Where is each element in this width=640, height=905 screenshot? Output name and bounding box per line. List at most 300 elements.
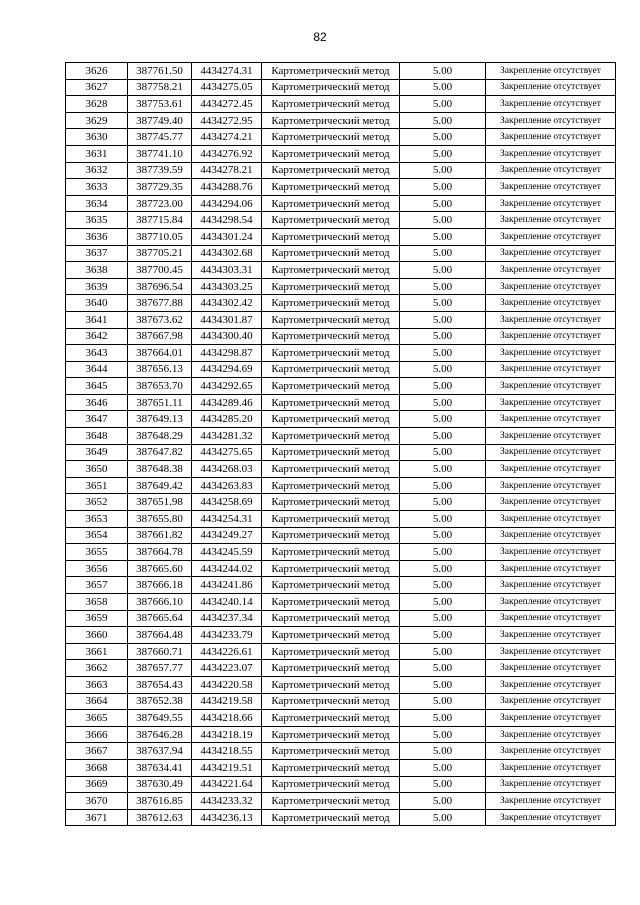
precision-cell: 5.00 xyxy=(400,577,486,594)
table-row xyxy=(66,560,616,577)
point-number-cell: 3639 xyxy=(66,278,128,295)
y-coordinate-cell: 4434298.54 xyxy=(192,212,262,229)
table-row xyxy=(66,79,616,96)
y-coordinate-cell: 4434219.58 xyxy=(192,693,262,710)
y-coordinate-cell: 4434220.58 xyxy=(192,676,262,693)
precision-cell: 5.00 xyxy=(400,759,486,776)
table-row xyxy=(66,743,616,760)
point-number-cell: 3633 xyxy=(66,179,128,196)
table-row xyxy=(66,262,616,279)
x-coordinate-cell: 387630.49 xyxy=(128,776,192,793)
method-cell: Картометрический метод xyxy=(262,245,400,262)
method-cell: Картометрический метод xyxy=(262,262,400,279)
coordinates-table xyxy=(65,62,616,826)
table-row xyxy=(66,494,616,511)
precision-cell: 5.00 xyxy=(400,627,486,644)
method-cell: Картометрический метод xyxy=(262,195,400,212)
y-coordinate-cell: 4434301.87 xyxy=(192,311,262,328)
method-cell: Картометрический метод xyxy=(262,560,400,577)
precision-cell: 5.00 xyxy=(400,693,486,710)
x-coordinate-cell: 387729.35 xyxy=(128,179,192,196)
method-cell: Картометрический метод xyxy=(262,726,400,743)
method-cell: Картометрический метод xyxy=(262,145,400,162)
precision-cell: 5.00 xyxy=(400,112,486,129)
table-body xyxy=(66,63,616,826)
fixation-cell: Закрепление отсутствует xyxy=(486,311,616,328)
point-number-cell: 3663 xyxy=(66,676,128,693)
method-cell: Картометрический метод xyxy=(262,594,400,611)
x-coordinate-cell: 387700.45 xyxy=(128,262,192,279)
table-row xyxy=(66,394,616,411)
table-row xyxy=(66,643,616,660)
method-cell: Картометрический метод xyxy=(262,643,400,660)
fixation-cell: Закрепление отсутствует xyxy=(486,129,616,146)
x-coordinate-cell: 387673.62 xyxy=(128,311,192,328)
table-row xyxy=(66,278,616,295)
precision-cell: 5.00 xyxy=(400,527,486,544)
fixation-cell: Закрепление отсутствует xyxy=(486,560,616,577)
fixation-cell: Закрепление отсутствует xyxy=(486,212,616,229)
fixation-cell: Закрепление отсутствует xyxy=(486,809,616,826)
precision-cell: 5.00 xyxy=(400,461,486,478)
table-row xyxy=(66,511,616,528)
precision-cell: 5.00 xyxy=(400,428,486,445)
table-row xyxy=(66,577,616,594)
table-row xyxy=(66,162,616,179)
table-row xyxy=(66,627,616,644)
x-coordinate-cell: 387656.13 xyxy=(128,361,192,378)
table-row xyxy=(66,776,616,793)
x-coordinate-cell: 387666.10 xyxy=(128,594,192,611)
point-number-cell: 3656 xyxy=(66,560,128,577)
precision-cell: 5.00 xyxy=(400,179,486,196)
point-number-cell: 3626 xyxy=(66,63,128,80)
fixation-cell: Закрепление отсутствует xyxy=(486,378,616,395)
point-number-cell: 3649 xyxy=(66,444,128,461)
table-row xyxy=(66,444,616,461)
table-row xyxy=(66,295,616,312)
precision-cell: 5.00 xyxy=(400,378,486,395)
table-row xyxy=(66,311,616,328)
x-coordinate-cell: 387666.18 xyxy=(128,577,192,594)
fixation-cell: Закрепление отсутствует xyxy=(486,577,616,594)
table-row xyxy=(66,345,616,362)
method-cell: Картометрический метод xyxy=(262,461,400,478)
point-number-cell: 3637 xyxy=(66,245,128,262)
x-coordinate-cell: 387653.70 xyxy=(128,378,192,395)
table-row xyxy=(66,212,616,229)
method-cell: Картометрический метод xyxy=(262,311,400,328)
fixation-cell: Закрепление отсутствует xyxy=(486,594,616,611)
precision-cell: 5.00 xyxy=(400,162,486,179)
fixation-cell: Закрепление отсутствует xyxy=(486,162,616,179)
method-cell: Картометрический метод xyxy=(262,627,400,644)
fixation-cell: Закрепление отсутствует xyxy=(486,195,616,212)
x-coordinate-cell: 387648.38 xyxy=(128,461,192,478)
x-coordinate-cell: 387753.61 xyxy=(128,96,192,113)
point-number-cell: 3651 xyxy=(66,477,128,494)
fixation-cell: Закрепление отсутствует xyxy=(486,793,616,810)
point-number-cell: 3640 xyxy=(66,295,128,312)
table-row xyxy=(66,594,616,611)
precision-cell: 5.00 xyxy=(400,328,486,345)
y-coordinate-cell: 4434301.24 xyxy=(192,228,262,245)
table-row xyxy=(66,63,616,80)
x-coordinate-cell: 387634.41 xyxy=(128,759,192,776)
table-row xyxy=(66,461,616,478)
x-coordinate-cell: 387705.21 xyxy=(128,245,192,262)
fixation-cell: Закрепление отсутствует xyxy=(486,444,616,461)
point-number-cell: 3636 xyxy=(66,228,128,245)
table-row xyxy=(66,676,616,693)
method-cell: Картометрический метод xyxy=(262,162,400,179)
method-cell: Картометрический метод xyxy=(262,428,400,445)
table-row xyxy=(66,693,616,710)
y-coordinate-cell: 4434302.68 xyxy=(192,245,262,262)
y-coordinate-cell: 4434233.32 xyxy=(192,793,262,810)
fixation-cell: Закрепление отсутствует xyxy=(486,361,616,378)
point-number-cell: 3659 xyxy=(66,610,128,627)
x-coordinate-cell: 387649.55 xyxy=(128,710,192,727)
table-row xyxy=(66,129,616,146)
x-coordinate-cell: 387665.60 xyxy=(128,560,192,577)
fixation-cell: Закрепление отсутствует xyxy=(486,710,616,727)
y-coordinate-cell: 4434294.06 xyxy=(192,195,262,212)
fixation-cell: Закрепление отсутствует xyxy=(486,461,616,478)
point-number-cell: 3645 xyxy=(66,378,128,395)
precision-cell: 5.00 xyxy=(400,743,486,760)
x-coordinate-cell: 387696.54 xyxy=(128,278,192,295)
method-cell: Картометрический метод xyxy=(262,278,400,295)
method-cell: Картометрический метод xyxy=(262,361,400,378)
table-row xyxy=(66,726,616,743)
fixation-cell: Закрепление отсутствует xyxy=(486,527,616,544)
table-row xyxy=(66,411,616,428)
x-coordinate-cell: 387665.64 xyxy=(128,610,192,627)
method-cell: Картометрический метод xyxy=(262,79,400,96)
y-coordinate-cell: 4434244.02 xyxy=(192,560,262,577)
fixation-cell: Закрепление отсутствует xyxy=(486,627,616,644)
method-cell: Картометрический метод xyxy=(262,676,400,693)
y-coordinate-cell: 4434272.45 xyxy=(192,96,262,113)
x-coordinate-cell: 387637.94 xyxy=(128,743,192,760)
method-cell: Картометрический метод xyxy=(262,394,400,411)
y-coordinate-cell: 4434258.69 xyxy=(192,494,262,511)
precision-cell: 5.00 xyxy=(400,63,486,80)
precision-cell: 5.00 xyxy=(400,311,486,328)
fixation-cell: Закрепление отсутствует xyxy=(486,295,616,312)
fixation-cell: Закрепление отсутствует xyxy=(486,643,616,660)
point-number-cell: 3642 xyxy=(66,328,128,345)
method-cell: Картометрический метод xyxy=(262,527,400,544)
fixation-cell: Закрепление отсутствует xyxy=(486,660,616,677)
point-number-cell: 3628 xyxy=(66,96,128,113)
point-number-cell: 3652 xyxy=(66,494,128,511)
x-coordinate-cell: 387647.82 xyxy=(128,444,192,461)
page-number: 82 xyxy=(313,30,327,44)
table-row xyxy=(66,361,616,378)
fixation-cell: Закрепление отсутствует xyxy=(486,96,616,113)
x-coordinate-cell: 387761.50 xyxy=(128,63,192,80)
method-cell: Картометрический метод xyxy=(262,112,400,129)
precision-cell: 5.00 xyxy=(400,444,486,461)
fixation-cell: Закрепление отсутствует xyxy=(486,693,616,710)
fixation-cell: Закрепление отсутствует xyxy=(486,63,616,80)
table-row xyxy=(66,195,616,212)
x-coordinate-cell: 387612.63 xyxy=(128,809,192,826)
point-number-cell: 3631 xyxy=(66,145,128,162)
point-number-cell: 3653 xyxy=(66,511,128,528)
y-coordinate-cell: 4434241.86 xyxy=(192,577,262,594)
precision-cell: 5.00 xyxy=(400,710,486,727)
point-number-cell: 3662 xyxy=(66,660,128,677)
fixation-cell: Закрепление отсутствует xyxy=(486,411,616,428)
precision-cell: 5.00 xyxy=(400,560,486,577)
precision-cell: 5.00 xyxy=(400,544,486,561)
y-coordinate-cell: 4434298.87 xyxy=(192,345,262,362)
y-coordinate-cell: 4434302.42 xyxy=(192,295,262,312)
point-number-cell: 3657 xyxy=(66,577,128,594)
table-row xyxy=(66,328,616,345)
x-coordinate-cell: 387667.98 xyxy=(128,328,192,345)
precision-cell: 5.00 xyxy=(400,145,486,162)
fixation-cell: Закрепление отсутствует xyxy=(486,278,616,295)
x-coordinate-cell: 387660.71 xyxy=(128,643,192,660)
y-coordinate-cell: 4434278.21 xyxy=(192,162,262,179)
table-row xyxy=(66,477,616,494)
table-row xyxy=(66,145,616,162)
x-coordinate-cell: 387739.59 xyxy=(128,162,192,179)
y-coordinate-cell: 4434275.65 xyxy=(192,444,262,461)
point-number-cell: 3643 xyxy=(66,345,128,362)
method-cell: Картометрический метод xyxy=(262,494,400,511)
method-cell: Картометрический метод xyxy=(262,743,400,760)
fixation-cell: Закрепление отсутствует xyxy=(486,477,616,494)
point-number-cell: 3654 xyxy=(66,527,128,544)
y-coordinate-cell: 4434303.25 xyxy=(192,278,262,295)
fixation-cell: Закрепление отсутствует xyxy=(486,328,616,345)
y-coordinate-cell: 4434236.13 xyxy=(192,809,262,826)
point-number-cell: 3658 xyxy=(66,594,128,611)
point-number-cell: 3630 xyxy=(66,129,128,146)
x-coordinate-cell: 387661.82 xyxy=(128,527,192,544)
table-row xyxy=(66,660,616,677)
x-coordinate-cell: 387741.10 xyxy=(128,145,192,162)
table-row xyxy=(66,96,616,113)
y-coordinate-cell: 4434263.83 xyxy=(192,477,262,494)
precision-cell: 5.00 xyxy=(400,212,486,229)
precision-cell: 5.00 xyxy=(400,295,486,312)
precision-cell: 5.00 xyxy=(400,411,486,428)
x-coordinate-cell: 387649.42 xyxy=(128,477,192,494)
point-number-cell: 3634 xyxy=(66,195,128,212)
precision-cell: 5.00 xyxy=(400,511,486,528)
x-coordinate-cell: 387715.84 xyxy=(128,212,192,229)
point-number-cell: 3669 xyxy=(66,776,128,793)
point-number-cell: 3655 xyxy=(66,544,128,561)
fixation-cell: Закрепление отсутствует xyxy=(486,544,616,561)
y-coordinate-cell: 4434223.07 xyxy=(192,660,262,677)
y-coordinate-cell: 4434218.55 xyxy=(192,743,262,760)
precision-cell: 5.00 xyxy=(400,96,486,113)
table-row xyxy=(66,793,616,810)
precision-cell: 5.00 xyxy=(400,129,486,146)
precision-cell: 5.00 xyxy=(400,776,486,793)
method-cell: Картометрический метод xyxy=(262,710,400,727)
y-coordinate-cell: 4434274.21 xyxy=(192,129,262,146)
x-coordinate-cell: 387677.88 xyxy=(128,295,192,312)
x-coordinate-cell: 387745.77 xyxy=(128,129,192,146)
fixation-cell: Закрепление отсутствует xyxy=(486,112,616,129)
y-coordinate-cell: 4434303.31 xyxy=(192,262,262,279)
table-row xyxy=(66,179,616,196)
table-row xyxy=(66,610,616,627)
x-coordinate-cell: 387651.11 xyxy=(128,394,192,411)
x-coordinate-cell: 387646.28 xyxy=(128,726,192,743)
point-number-cell: 3650 xyxy=(66,461,128,478)
method-cell: Картометрический метод xyxy=(262,444,400,461)
method-cell: Картометрический метод xyxy=(262,295,400,312)
fixation-cell: Закрепление отсутствует xyxy=(486,759,616,776)
precision-cell: 5.00 xyxy=(400,660,486,677)
y-coordinate-cell: 4434289.46 xyxy=(192,394,262,411)
point-number-cell: 3648 xyxy=(66,428,128,445)
fixation-cell: Закрепление отсутствует xyxy=(486,394,616,411)
precision-cell: 5.00 xyxy=(400,262,486,279)
method-cell: Картометрический метод xyxy=(262,345,400,362)
fixation-cell: Закрепление отсутствует xyxy=(486,610,616,627)
table-row xyxy=(66,809,616,826)
table-row xyxy=(66,112,616,129)
fixation-cell: Закрепление отсутствует xyxy=(486,79,616,96)
point-number-cell: 3668 xyxy=(66,759,128,776)
point-number-cell: 3646 xyxy=(66,394,128,411)
y-coordinate-cell: 4434226.61 xyxy=(192,643,262,660)
point-number-cell: 3665 xyxy=(66,710,128,727)
precision-cell: 5.00 xyxy=(400,394,486,411)
fixation-cell: Закрепление отсутствует xyxy=(486,145,616,162)
method-cell: Картометрический метод xyxy=(262,477,400,494)
table-row xyxy=(66,428,616,445)
method-cell: Картометрический метод xyxy=(262,96,400,113)
method-cell: Картометрический метод xyxy=(262,759,400,776)
y-coordinate-cell: 4434268.03 xyxy=(192,461,262,478)
point-number-cell: 3670 xyxy=(66,793,128,810)
precision-cell: 5.00 xyxy=(400,278,486,295)
precision-cell: 5.00 xyxy=(400,345,486,362)
precision-cell: 5.00 xyxy=(400,195,486,212)
method-cell: Картометрический метод xyxy=(262,511,400,528)
fixation-cell: Закрепление отсутствует xyxy=(486,345,616,362)
y-coordinate-cell: 4434281.32 xyxy=(192,428,262,445)
table-row xyxy=(66,527,616,544)
point-number-cell: 3671 xyxy=(66,809,128,826)
fixation-cell: Закрепление отсутствует xyxy=(486,428,616,445)
method-cell: Картометрический метод xyxy=(262,544,400,561)
y-coordinate-cell: 4434285.20 xyxy=(192,411,262,428)
precision-cell: 5.00 xyxy=(400,676,486,693)
method-cell: Картометрический метод xyxy=(262,63,400,80)
point-number-cell: 3638 xyxy=(66,262,128,279)
precision-cell: 5.00 xyxy=(400,793,486,810)
y-coordinate-cell: 4434292.65 xyxy=(192,378,262,395)
y-coordinate-cell: 4434276.92 xyxy=(192,145,262,162)
table-row xyxy=(66,710,616,727)
x-coordinate-cell: 387649.13 xyxy=(128,411,192,428)
fixation-cell: Закрепление отсутствует xyxy=(486,743,616,760)
x-coordinate-cell: 387616.85 xyxy=(128,793,192,810)
y-coordinate-cell: 4434240.14 xyxy=(192,594,262,611)
fixation-cell: Закрепление отсутствует xyxy=(486,262,616,279)
precision-cell: 5.00 xyxy=(400,809,486,826)
y-coordinate-cell: 4434237.34 xyxy=(192,610,262,627)
point-number-cell: 3627 xyxy=(66,79,128,96)
x-coordinate-cell: 387655.80 xyxy=(128,511,192,528)
method-cell: Картометрический метод xyxy=(262,378,400,395)
method-cell: Картометрический метод xyxy=(262,793,400,810)
x-coordinate-cell: 387654.43 xyxy=(128,676,192,693)
point-number-cell: 3647 xyxy=(66,411,128,428)
y-coordinate-cell: 4434272.95 xyxy=(192,112,262,129)
point-number-cell: 3666 xyxy=(66,726,128,743)
fixation-cell: Закрепление отсутствует xyxy=(486,511,616,528)
precision-cell: 5.00 xyxy=(400,726,486,743)
method-cell: Картометрический метод xyxy=(262,809,400,826)
x-coordinate-cell: 387652.38 xyxy=(128,693,192,710)
method-cell: Картометрический метод xyxy=(262,212,400,229)
table-row xyxy=(66,759,616,776)
x-coordinate-cell: 387657.77 xyxy=(128,660,192,677)
method-cell: Картометрический метод xyxy=(262,693,400,710)
method-cell: Картометрический метод xyxy=(262,228,400,245)
precision-cell: 5.00 xyxy=(400,594,486,611)
method-cell: Картометрический метод xyxy=(262,660,400,677)
precision-cell: 5.00 xyxy=(400,361,486,378)
point-number-cell: 3629 xyxy=(66,112,128,129)
y-coordinate-cell: 4434294.69 xyxy=(192,361,262,378)
method-cell: Картометрический метод xyxy=(262,129,400,146)
method-cell: Картометрический метод xyxy=(262,179,400,196)
y-coordinate-cell: 4434219.51 xyxy=(192,759,262,776)
point-number-cell: 3667 xyxy=(66,743,128,760)
x-coordinate-cell: 387664.48 xyxy=(128,627,192,644)
point-number-cell: 3635 xyxy=(66,212,128,229)
method-cell: Картометрический метод xyxy=(262,577,400,594)
point-number-cell: 3661 xyxy=(66,643,128,660)
precision-cell: 5.00 xyxy=(400,79,486,96)
y-coordinate-cell: 4434245.59 xyxy=(192,544,262,561)
table-row xyxy=(66,544,616,561)
x-coordinate-cell: 387664.01 xyxy=(128,345,192,362)
point-number-cell: 3641 xyxy=(66,311,128,328)
x-coordinate-cell: 387648.29 xyxy=(128,428,192,445)
precision-cell: 5.00 xyxy=(400,494,486,511)
fixation-cell: Закрепление отсутствует xyxy=(486,726,616,743)
y-coordinate-cell: 4434218.66 xyxy=(192,710,262,727)
fixation-cell: Закрепление отсутствует xyxy=(486,676,616,693)
table-row xyxy=(66,378,616,395)
table-row xyxy=(66,228,616,245)
fixation-cell: Закрепление отсутствует xyxy=(486,179,616,196)
point-number-cell: 3644 xyxy=(66,361,128,378)
y-coordinate-cell: 4434300.40 xyxy=(192,328,262,345)
y-coordinate-cell: 4434275.05 xyxy=(192,79,262,96)
x-coordinate-cell: 387758.21 xyxy=(128,79,192,96)
point-number-cell: 3632 xyxy=(66,162,128,179)
fixation-cell: Закрепление отсутствует xyxy=(486,494,616,511)
fixation-cell: Закрепление отсутствует xyxy=(486,228,616,245)
y-coordinate-cell: 4434288.76 xyxy=(192,179,262,196)
